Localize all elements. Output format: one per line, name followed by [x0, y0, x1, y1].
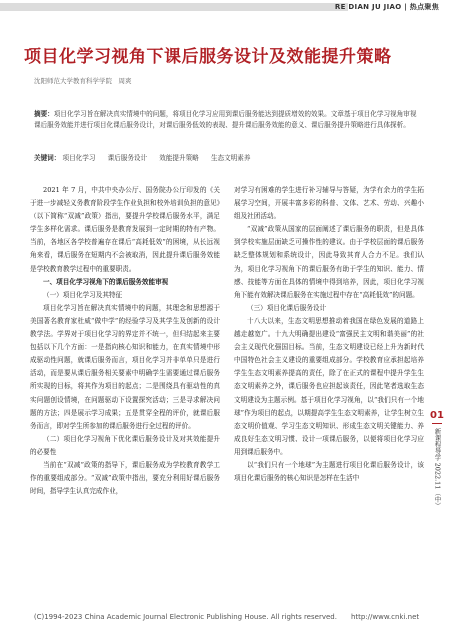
journal-issue-vertical: 新课程导学 2022.11（中） [433, 428, 442, 509]
paragraph: 以“我们只有一个地球”为主题进行项目化课后服务设计，该项目化课后服务的核心知识是怎样在生活中 [234, 460, 424, 483]
side-margin [428, 410, 446, 509]
header-band [0, 3, 348, 11]
header-bar [0, 0, 453, 14]
paragraph: 对学习有困难的学生进行补习辅导与答疑，为学有余力的学生拓展学习空间，开展丰富多彩的科普、文体、艺术、劳动、兴趣小组及社团活动。 [234, 186, 424, 221]
section-heading: 一、项目化学习视角下的课后服务效能审视 [43, 277, 169, 286]
copyright-footer: (C)1994-2023 China Academic Journal Electronic Publishing House. All rights reserved. http://www.cnki.net [33, 613, 420, 621]
keyword: 效能提升策略 [159, 154, 199, 162]
page-number: 01 [430, 410, 444, 421]
paragraph: “双减”政策从国家的层面阐述了课后服务的职责，但是具体到学校实施层面缺乏可操作性的建议。由于学校层面的课后服务缺乏整体规划和系统设计，因此导致其育人合力不足。我们认为，项目化学习视角下的课后服务有助于学生的知识、能力、情感、技能等方面在具体的情境中得到培养，因此，项目化学习视角下能有效解决课后服务在实施过程中存在“高耗低效”的问题。 [234, 225, 424, 299]
article-title: 项目化学习视角下课后服务设计及效能提升策略 [24, 47, 392, 67]
subsection-heading: （一）项目化学习及其特征 [43, 290, 123, 299]
abstract-text: 项目化学习旨在解决真实情境中的问题，将项目化学习应用到课后服务能达到提质增效的效果。文章基于项目化学习视角审视课后服务效能并进行项目化课后服务设计，对课后服务低效的表现、提升课后服务效能的意义、课后服务提升策略进行具体探析。 [34, 110, 417, 129]
keyword: 课后服务设计 [107, 154, 148, 162]
abstract-label: 摘要： [34, 110, 54, 118]
page-rule [432, 423, 442, 424]
subsection-heading: （三）项目化课后服务设计 [247, 303, 327, 312]
paragraph: 当前在“双减”政策的指导下，课后服务成为学校教育教学工作的重要组成部分。“双减”政策中指出，要充分利用好课后服务时间，指导学生认真完成作业， [30, 460, 220, 496]
keywords-label: 关键词： [34, 154, 61, 162]
article-author: 沈阳师范大学教育科学学院 周爽 [34, 77, 132, 85]
journal-header: RE DIAN JU JIAO | 热点聚焦 [334, 3, 439, 11]
keyword: 项目化学习 [62, 154, 96, 162]
right-column [234, 184, 424, 485]
abstract [34, 109, 422, 130]
subsection-heading: （二）项目化学习视角下优化课后服务设计及对其效能提升的必要性 [30, 434, 220, 456]
keyword: 生态文明素养 [210, 154, 251, 162]
keywords [34, 152, 422, 162]
paragraph: 项目化学习旨在解决真实情境中的问题，其理念和思想源于美国著名教育家杜威“做中学”的经验学习及其学生及创新的设计教学法。学界对于项目化学习的界定并不统一，但归结起来主要包括以下几个方面：一是指向核心知识和能力，在真实情境中形成驱动性问题，就课后服务而言，项目化学习并非单单只是进行活动，而是要从课后服务相关要素中明确学生需要通过课后服务所实现的目标，将其作为项目的起点；二是围绕具有驱动性的真实问题创设情境，在问题驱动下设置探究活动；三是寻求解决问题的方法；四是展示学习成果；五是贯穿全程的评价，就课后服务而言，即对学生所参加的课后服务进行全过程的评价。 [30, 303, 220, 430]
left-column [30, 184, 220, 498]
paragraph: 2021 年 7 月，中共中央办公厅、国务院办公厅印发的《关于进一步减轻义务教育阶段学生作业负担和校外培训负担的意见》（以下简称“双减”政策）指出，要提升学校课后服务水平，满足学生多样化需求。课后服务是教育发展到一定时期的特有产物。当前，各地区各学校普遍存在课后“高耗低效”的困境，从长远视角来看，课后服务在短期内不会被取消，因此提升课后服务效能是学校教育教学过程中的重要职责。 [30, 186, 220, 273]
paragraph: 十八大以来，生态文明思想推动着我国在绿色发展的道路上越走越宽广。十九大明确提出建设“富强民主文明和谐美丽”的社会主义现代化强国目标。当前，生态文明建设已经上升为新时代中国特色社会主义建设的重要组成部分。学校教育应承担起培养学生生态文明素养提高的责任，除了在正式的课程中提升学生生态文明素养之外，课后服务也应担起该责任，因此笔者选取生态文明建设为主题示例。基于项目化学习视角，以“我们只有一个地球”作为项目的起点，以期提高学生生态文明素养，让学生树立生态文明价值观、学习生态文明知识、形成生态文明关键能力、养成良好生态文明习惯、设计一项课后服务，以便将项目化学习应用到课后服务中。 [234, 316, 424, 456]
